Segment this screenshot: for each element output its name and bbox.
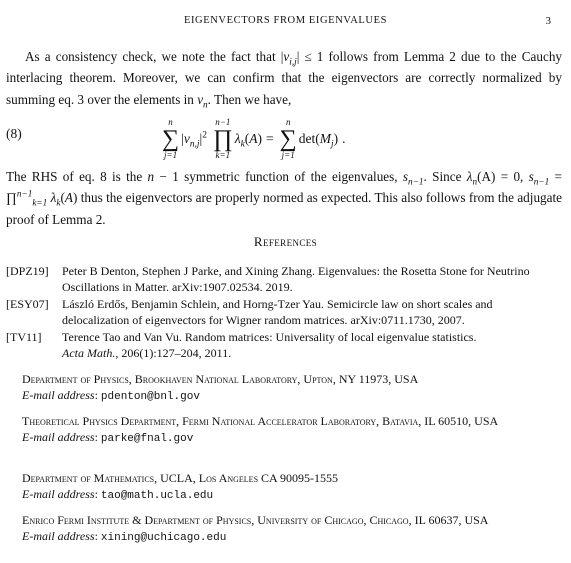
email-line: E-mail address: pdenton@bnl.gov [22, 388, 200, 403]
math-n: n [147, 169, 155, 184]
running-title: EIGENVECTORS FROM EIGENVALUES [183, 15, 388, 26]
reference-key: [ESY07] [6, 297, 49, 311]
para2-text-4: . Since [423, 169, 467, 184]
email-line: E-mail address: parke@fnal.gov [22, 430, 194, 445]
product-symbol: ∏ [212, 126, 233, 152]
sum2-upper-limit: n [285, 117, 291, 127]
email-address: xining@uchicago.edu [100, 532, 227, 544]
equation-number: (8) [6, 126, 22, 141]
email-label: E-mail address [22, 529, 95, 543]
sum-operator-2 [280, 117, 297, 161]
email-label: E-mail address [22, 430, 95, 444]
para2-text-1: The RHS of eq. 8 is the [6, 169, 148, 184]
para2-text-3: − 1 symmetric function of the eigenvalues, [154, 169, 403, 184]
display-equation [0, 113, 571, 165]
reference-key: [DPZ19] [6, 264, 49, 278]
page-number: 3 [545, 15, 551, 27]
references-heading: References [253, 234, 318, 249]
sum-upper-limit: n [168, 117, 173, 127]
email-address: pdenton@bnl.gov [100, 391, 200, 403]
equals-sign: = [266, 131, 274, 146]
product-lower-limit: k=1 [215, 150, 231, 160]
product-operator [213, 117, 233, 161]
affiliation-address: Theoretical Physics Department, Fermi National Accelerator Laboratory, Batavia, IL 60510, USA [22, 414, 499, 428]
email-address: tao@math.ucla.edu [100, 490, 214, 502]
email-label: E-mail address [22, 388, 95, 402]
reference-item [6, 296, 562, 328]
math-abs-v-nj-squared: $|v_{n,j}|^2$ [181, 130, 207, 150]
math-lambda-k-a: $\lambda_k(A)$ [234, 131, 263, 150]
det-operator: det [298, 131, 316, 146]
reference-item [6, 263, 562, 295]
para2-text-7: thus the eigenvectors are properly normed as expected. This also follows from the adjugate proof of Lemma 2. [6, 190, 562, 227]
para2-text-5: (A) = 0, [477, 169, 529, 184]
sum2-symbol: ∑ [279, 126, 297, 152]
affiliation-block [6, 413, 562, 447]
para1-text-2: | ≤ 1 follows from Lemma 2 due to the Cauchy interlacing theorem. Moreover, we can confirm that the eigenvectors are correctly normalized by summing eq. 3 over the elements in [6, 49, 563, 107]
email-line: E-mail address: xining@uchicago.edu [22, 529, 227, 544]
math-v-ij: $v_{i,j}$ [283, 49, 297, 67]
math-m-j: $(M_j)$ [315, 131, 339, 150]
reference-text-wrap [62, 329, 562, 361]
para2-text-6: = [549, 169, 562, 184]
running-head [0, 15, 571, 29]
email-label: E-mail address [22, 487, 95, 501]
reference-tail: , 206(1):127–204, 2011. [115, 346, 232, 360]
sum-operator [162, 117, 179, 161]
email-address: parke@fnal.gov [100, 433, 194, 445]
product-upper-limit: n−1 [215, 117, 231, 127]
reference-item [6, 329, 562, 361]
affiliation-block [6, 371, 562, 405]
reference-text: László Erdős, Benjamin Schlein, and Horng-Tzer Yau. Semicircle law on short scales and delocalization of eigenvectors for Wigner random matrices. arXiv:0711.1730, 2007. [62, 297, 493, 327]
math-v-n: $v_n$ [197, 91, 208, 110]
affiliation-address: Enrico Fermi Institute & Department of Physics, University of Chicago, Chicago, IL 60637, USA [22, 513, 489, 527]
rhs-paragraph [6, 166, 562, 230]
para1-text-1: As a consistency check, we note the fact that | [25, 49, 284, 64]
math-s-n-minus-1: $s_{n-1}$ [402, 169, 424, 187]
math-s-n-minus-1-b: $s_{n-1}$ [528, 169, 550, 187]
email-line: E-mail address: tao@math.ucla.edu [22, 487, 214, 502]
consistency-paragraph [6, 46, 562, 110]
sum-lower-limit: j=1 [164, 150, 178, 160]
equation-period: . [342, 131, 346, 146]
equation-body [160, 113, 346, 165]
affiliation-address: Department of Physics, Brookhaven National Laboratory, Upton, NY 11973, USA [22, 372, 419, 386]
math-inline-product: ∏$^{n-1}_{k=1}$ $\lambda_k(A)$ [6, 188, 78, 208]
reference-journal: Acta Math. [62, 346, 116, 360]
affiliation-block [6, 470, 562, 504]
affiliation-block [6, 512, 562, 546]
sum2-lower-limit: j=1 [281, 150, 295, 160]
reference-text: Peter B Denton, Stephen J Parke, and Xining Zhang. Eigenvalues: the Rosetta Stone for Neutrino Oscillations in Matter. arXiv:1907.02534. 2019. [62, 264, 530, 294]
para1-text-3: . Then we have, [207, 91, 292, 107]
math-lambda-n: $\lambda_n$ [466, 169, 478, 187]
sum-symbol: ∑ [162, 126, 180, 152]
affiliation-address: Department of Mathematics, UCLA, Los Angeles CA 90095-1555 [22, 471, 339, 485]
reference-text: Terence Tao and Van Vu. Random matrices: Universality of local eigenvalue statistics. [62, 330, 477, 344]
reference-key: [TV11] [6, 330, 42, 344]
